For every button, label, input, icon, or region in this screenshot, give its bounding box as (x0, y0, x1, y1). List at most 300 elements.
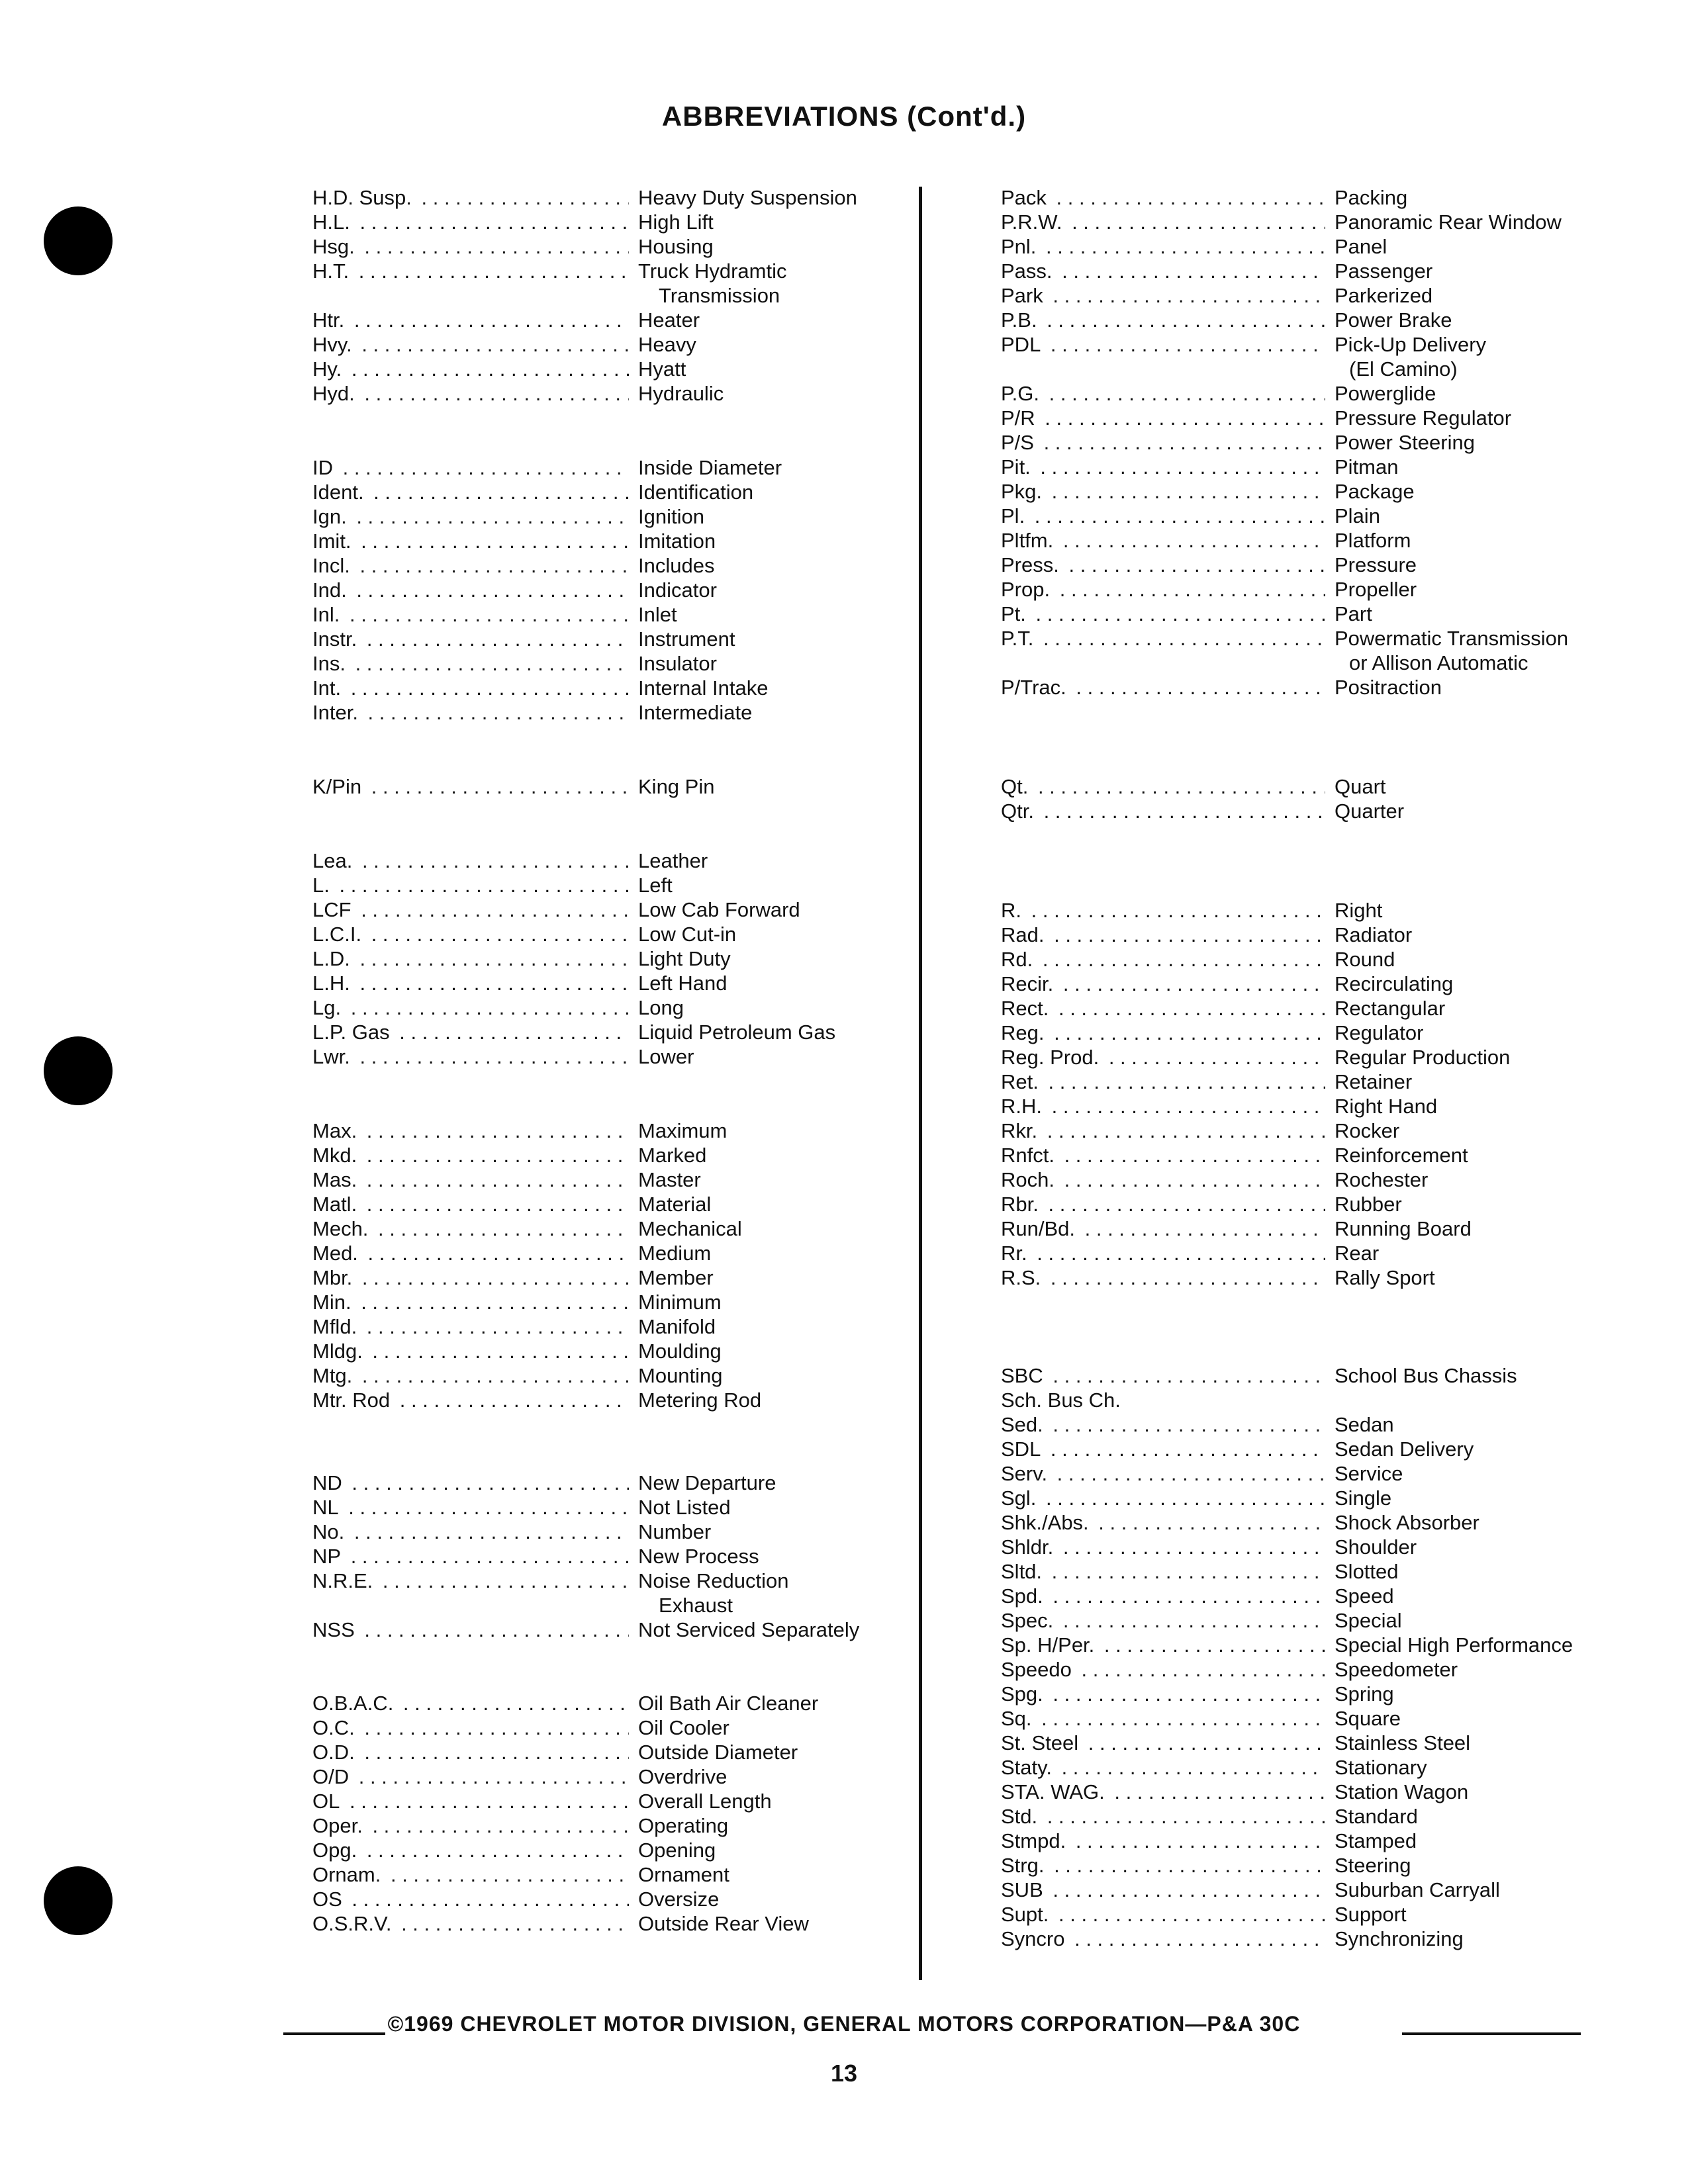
abbreviation (312, 1544, 629, 1569)
abbreviation-meaning: Rally Sport (1335, 1266, 1435, 1289)
abbreviation-entry (312, 897, 800, 922)
abbreviation (1001, 1902, 1325, 1927)
abbreviation (312, 1862, 629, 1887)
abbreviation-entry (312, 1789, 772, 1813)
abbreviation (1001, 259, 1325, 283)
abbreviation-meaning: Heavy (638, 333, 696, 356)
abbreviation-meaning: Square (1335, 1707, 1401, 1730)
abbreviation-entry (1001, 602, 1372, 626)
abbreviation (1001, 1584, 1325, 1608)
abbreviation (312, 234, 629, 259)
abbreviation-meaning-continued: (El Camino) (1349, 357, 1458, 381)
abbreviation-text: Rkr. (1001, 1119, 1041, 1142)
abbreviation-meaning: Heater (638, 308, 700, 332)
abbreviation-meaning: Medium (638, 1242, 712, 1265)
abbreviation-text: Pass. (1001, 259, 1056, 283)
abbreviation-text: OS (312, 1888, 346, 1911)
abbreviation-text: Pkg. (1001, 480, 1046, 503)
abbreviation (312, 1314, 629, 1339)
abbreviation-text: Shldr. (1001, 1535, 1057, 1559)
abbreviation-entry (1001, 210, 1562, 234)
abbreviation-meaning: Parkerized (1335, 284, 1433, 307)
abbreviation-entry (1001, 1829, 1417, 1853)
abbreviation-entry (1001, 1559, 1399, 1584)
abbreviation-text: Imit. (312, 529, 355, 553)
abbreviation-meaning: Standard (1335, 1805, 1418, 1828)
abbreviation (312, 1290, 629, 1314)
abbreviation-text: Pack (1001, 186, 1051, 209)
abbreviation-text: Min. (312, 1291, 355, 1314)
abbreviation-meaning: Mechanical (638, 1217, 742, 1240)
abbreviation-meaning: Pressure (1335, 553, 1417, 576)
abbreviation-entry (312, 1569, 788, 1593)
abbreviation-entry (1001, 1192, 1402, 1216)
abbreviation-meaning: Indicator (638, 578, 717, 602)
abbreviation-entry (1001, 1363, 1517, 1388)
abbreviation (312, 1617, 629, 1642)
abbreviation-meaning: Stamped (1335, 1829, 1417, 1852)
abbreviation-meaning: Left Hand (638, 972, 727, 995)
abbreviation (1001, 1608, 1325, 1633)
abbreviation (1001, 1927, 1325, 1951)
abbreviation-entry (312, 210, 714, 234)
abbreviation (312, 1118, 629, 1143)
abbreviation-text: Ident. (312, 480, 368, 504)
abbreviation (1001, 1437, 1325, 1461)
abbreviation-entry (1001, 308, 1452, 332)
abbreviation-text: NSS (312, 1618, 359, 1641)
abbreviation-meaning: Speedometer (1335, 1658, 1458, 1681)
abbreviation-entry (312, 700, 752, 725)
abbreviation-text: Supt. (1001, 1903, 1053, 1926)
abbreviation-meaning: Spring (1335, 1682, 1394, 1706)
footer-copyright-text: ©1969 CHEVROLET MOTOR DIVISION, GENERAL MOTORS CORPORATION—P&A 30C (385, 2012, 1303, 2036)
abbreviation-text: Ins. (312, 652, 350, 675)
abbreviation (312, 259, 629, 283)
abbreviation (312, 651, 629, 676)
abbreviation-text: P/Trac. (1001, 676, 1070, 699)
abbreviation-text: Matl. (312, 1193, 361, 1216)
abbreviation (312, 774, 629, 799)
abbreviation-entry (312, 995, 684, 1020)
abbreviation (312, 1838, 629, 1862)
abbreviation-entry (1001, 898, 1382, 923)
abbreviation-text: O.D. (312, 1741, 359, 1764)
abbreviation-meaning: Part (1335, 602, 1372, 625)
abbreviation-entry (312, 1020, 835, 1044)
abbreviation-entry (1001, 1927, 1464, 1951)
abbreviation (1001, 185, 1325, 210)
abbreviation-text: ID (312, 456, 337, 479)
abbreviation-meaning: Platform (1335, 529, 1411, 552)
abbreviation-entry (312, 1544, 759, 1569)
abbreviation (1001, 1559, 1325, 1584)
abbreviation (1001, 381, 1325, 406)
abbreviation-entry (312, 848, 708, 873)
abbreviation-meaning: Powerglide (1335, 382, 1436, 405)
abbreviation (1001, 1118, 1325, 1143)
abbreviation-meaning: Hyatt (638, 357, 686, 381)
abbreviation-entry (312, 553, 714, 578)
abbreviation-text: Park (1001, 284, 1047, 307)
abbreviation-text: H.T. (312, 259, 353, 283)
abbreviation (1001, 799, 1325, 823)
abbreviation (312, 1887, 629, 1911)
abbreviation (1001, 1167, 1325, 1192)
abbreviation (312, 381, 629, 406)
abbreviation-text: Mtr. Rod (312, 1388, 394, 1412)
abbreviation-text: Serv. (1001, 1462, 1051, 1485)
abbreviation-entry (1001, 1804, 1418, 1829)
abbreviation-meaning: Insulator (638, 652, 717, 675)
abbreviation (1001, 430, 1325, 455)
abbreviation-meaning: Lower (638, 1045, 694, 1068)
abbreviation-text: P/S (1001, 431, 1038, 454)
abbreviation-meaning: Station Wagon (1335, 1780, 1469, 1803)
abbreviation-entry (1001, 1118, 1399, 1143)
abbreviation (1001, 1388, 1325, 1412)
abbreviation-text: Opg. (312, 1839, 361, 1862)
abbreviation-text: OL (312, 1790, 344, 1813)
abbreviation-entry (1001, 1584, 1394, 1608)
abbreviation (1001, 947, 1325, 972)
abbreviation-meaning: Opening (638, 1839, 716, 1862)
abbreviation-meaning: Mounting (638, 1364, 723, 1387)
abbreviation (1001, 898, 1325, 923)
abbreviation-meaning: Overall Length (638, 1790, 772, 1813)
abbreviation (312, 946, 629, 971)
abbreviation-entry (312, 1290, 722, 1314)
abbreviation (1001, 626, 1325, 651)
abbreviation-meaning: New Departure (638, 1471, 776, 1494)
abbreviation-meaning: School Bus Chassis (1335, 1364, 1517, 1387)
abbreviation-meaning: Power Steering (1335, 431, 1475, 454)
abbreviation-meaning: Intermediate (638, 701, 753, 724)
abbreviation (1001, 1682, 1325, 1706)
abbreviation (312, 357, 629, 381)
abbreviation-meaning: Not Serviced Separately (638, 1618, 860, 1641)
abbreviation-entry (1001, 1045, 1510, 1069)
abbreviation (312, 553, 629, 578)
abbreviation (312, 1265, 629, 1290)
abbreviation (1001, 1633, 1325, 1657)
abbreviation-meaning: Housing (638, 235, 714, 258)
abbreviation-meaning: Suburban Carryall (1335, 1878, 1500, 1901)
abbreviation-entry (312, 602, 677, 627)
abbreviation-text: L.H. (312, 972, 354, 995)
abbreviation (1001, 1804, 1325, 1829)
abbreviation-entry (1001, 381, 1436, 406)
abbreviation (1001, 1241, 1325, 1265)
abbreviation-entry (312, 627, 735, 651)
abbreviation-meaning: New Process (638, 1545, 759, 1568)
abbreviation-entry (1001, 1265, 1435, 1290)
abbreviation (312, 1740, 629, 1764)
abbreviation-meaning: Noise Reduction (638, 1569, 789, 1592)
abbreviation (312, 1044, 629, 1069)
abbreviation-text: Reg. (1001, 1021, 1048, 1044)
abbreviation-text: Spec. (1001, 1609, 1057, 1632)
abbreviation-text: Pit. (1001, 455, 1035, 478)
abbreviation-text: Qt. (1001, 775, 1032, 798)
abbreviation (312, 1192, 629, 1216)
abbreviation (1001, 996, 1325, 1021)
abbreviation-text: R. (1001, 899, 1025, 922)
abbreviation-entry (1001, 1657, 1458, 1682)
abbreviation-text: Int. (312, 676, 345, 700)
abbreviation (1001, 602, 1325, 626)
abbreviation-entry (1001, 1437, 1474, 1461)
abbreviation-meaning: Long (638, 996, 684, 1019)
abbreviation-entry (312, 1495, 731, 1520)
abbreviation-entry (312, 1241, 711, 1265)
abbreviation-meaning: Inside Diameter (638, 456, 782, 479)
abbreviation (312, 308, 629, 332)
abbreviation (1001, 577, 1325, 602)
abbreviation-text: Ornam. (312, 1863, 385, 1886)
abbreviation-meaning: Oversize (638, 1888, 720, 1911)
abbreviation (1001, 283, 1325, 308)
abbreviation-text: Lwr. (312, 1045, 354, 1068)
abbreviation-meaning: Sedan Delivery (1335, 1437, 1474, 1461)
abbreviation-meaning: Inlet (638, 603, 677, 626)
abbreviation-entry (312, 1339, 722, 1363)
abbreviation-entry (1001, 185, 1407, 210)
abbreviation-entry (312, 234, 714, 259)
abbreviation-text: L.P. Gas (312, 1021, 394, 1044)
abbreviation-meaning: Shock Absorber (1335, 1511, 1479, 1534)
abbreviation (1001, 1706, 1325, 1731)
abbreviation-meaning-continued: Exhaust (659, 1594, 733, 1617)
abbreviation (1001, 1878, 1325, 1902)
abbreviation-text: Syncro (1001, 1927, 1068, 1950)
abbreviation-entry (312, 259, 786, 283)
abbreviation (312, 922, 629, 946)
abbreviation-text: Mech. (312, 1217, 372, 1240)
abbreviation-meaning: Service (1335, 1462, 1403, 1485)
abbreviation (1001, 234, 1325, 259)
abbreviation-entry (312, 922, 736, 946)
abbreviation (312, 1813, 629, 1838)
abbreviation-text: Speedo (1001, 1658, 1076, 1681)
abbreviation-text: K/Pin (312, 775, 365, 798)
abbreviation (1001, 1265, 1325, 1290)
abbreviation-meaning-continued: Transmission (659, 284, 780, 307)
abbreviation-text: Prop. (1001, 578, 1054, 601)
abbreviation-meaning: Oil Bath Air Cleaner (638, 1692, 819, 1715)
abbreviation-meaning: Sedan (1335, 1413, 1394, 1436)
abbreviation-meaning: Running Board (1335, 1217, 1472, 1240)
abbreviation-text: Sch. Bus Ch. (1001, 1388, 1125, 1412)
abbreviation-entry (312, 357, 686, 381)
abbreviation (312, 1471, 629, 1495)
abbreviation-text: Reg. Prod. (1001, 1046, 1103, 1069)
abbreviation-text: Mas. (312, 1168, 361, 1191)
abbreviation-text: P.T. (1001, 627, 1037, 650)
abbreviation (1001, 1094, 1325, 1118)
abbreviation-text: Rad. (1001, 923, 1048, 946)
abbreviation-entry (312, 1143, 706, 1167)
abbreviation-meaning: Right (1335, 899, 1383, 922)
abbreviation-text: Mfld. (312, 1315, 361, 1338)
abbreviation-entry (1001, 1878, 1500, 1902)
abbreviation-entry (1001, 553, 1417, 577)
abbreviation (1001, 1755, 1325, 1780)
abbreviation (1001, 1853, 1325, 1878)
abbreviation-text: Sp. H/Per. (1001, 1633, 1098, 1657)
abbreviation-text: St. Steel (1001, 1731, 1082, 1754)
abbreviation-meaning: Left (638, 874, 673, 897)
abbreviation-meaning: Ornament (638, 1863, 729, 1886)
abbreviation-entry (1001, 1143, 1468, 1167)
abbreviation (312, 676, 629, 700)
abbreviation-text: O.B.A.C. (312, 1692, 397, 1715)
abbreviation-text: Mbr. (312, 1266, 356, 1289)
abbreviation-text: O.C. (312, 1716, 359, 1739)
abbreviation-meaning: Master (638, 1168, 701, 1191)
abbreviation-text: Hsg. (312, 235, 359, 258)
abbreviation-meaning: Regular Production (1335, 1046, 1511, 1069)
abbreviation-text: Mldg. (312, 1340, 367, 1363)
abbreviation-entry (1001, 1021, 1423, 1045)
abbreviation-entry (1001, 996, 1445, 1021)
abbreviation-meaning: Metering Rod (638, 1388, 762, 1412)
abbreviation-entry (1001, 1461, 1403, 1486)
abbreviation-text: Strg. (1001, 1854, 1048, 1877)
abbreviation-meaning: Quarter (1335, 799, 1405, 823)
abbreviation-entry (312, 1911, 809, 1936)
abbreviation-meaning: High Lift (638, 210, 714, 234)
abbreviation-meaning: Leather (638, 849, 708, 872)
abbreviation-text: Pnl. (1001, 235, 1040, 258)
abbreviation (312, 848, 629, 873)
abbreviation-text: Ign. (312, 505, 351, 528)
abbreviation-meaning: Moulding (638, 1340, 722, 1363)
abbreviation-text: Hvy. (312, 333, 356, 356)
abbreviation (1001, 675, 1325, 700)
abbreviation (312, 1520, 629, 1544)
abbreviation (312, 1911, 629, 1936)
abbreviation-meaning: Outside Rear View (638, 1912, 809, 1935)
abbreviation (312, 1388, 629, 1412)
abbreviation-text: H.D. Susp. (312, 186, 416, 209)
abbreviation-text: Sed. (1001, 1413, 1047, 1436)
abbreviation-meaning: Speed (1335, 1584, 1394, 1608)
abbreviation-entry (1001, 1755, 1427, 1780)
abbreviation-entry (312, 1192, 711, 1216)
abbreviation-meaning: Low Cab Forward (638, 898, 800, 921)
abbreviation-text: Mtg. (312, 1364, 356, 1387)
abbreviation-text: O.S.R.V. (312, 1912, 395, 1935)
abbreviation-meaning: Packing (1335, 186, 1408, 209)
abbreviation-meaning: Panel (1335, 235, 1387, 258)
abbreviation-text: Pl. (1001, 504, 1029, 527)
abbreviation (1001, 406, 1325, 430)
abbreviation (312, 1143, 629, 1167)
abbreviation-text: Inl. (312, 603, 344, 626)
abbreviation-entry (312, 873, 673, 897)
abbreviation-text: LCF (312, 898, 355, 921)
abbreviation-meaning-continued: or Allison Automatic (1349, 651, 1528, 674)
abbreviation-entry (312, 1314, 716, 1339)
abbreviation-text: Stmpd. (1001, 1829, 1070, 1852)
abbreviation-meaning: Stationary (1335, 1756, 1427, 1779)
abbreviation-meaning: Imitation (638, 529, 716, 553)
abbreviation-entry (1001, 1608, 1402, 1633)
abbreviation-entry (1001, 1412, 1394, 1437)
abbreviation-entry (312, 651, 717, 676)
abbreviation-text: L. (312, 874, 334, 897)
abbreviation (1001, 1216, 1325, 1241)
abbreviation-entry (312, 1838, 716, 1862)
abbreviation-meaning: Includes (638, 554, 715, 577)
abbreviation (312, 1789, 629, 1813)
abbreviation-entry (1001, 1486, 1391, 1510)
abbreviation (1001, 1657, 1325, 1682)
abbreviation-entry (312, 1265, 714, 1290)
abbreviation-text: Hyd. (312, 382, 359, 405)
abbreviation-text: Ret. (1001, 1070, 1043, 1093)
abbreviation (1001, 972, 1325, 996)
abbreviation-meaning: Manifold (638, 1315, 716, 1338)
abbreviation-entry (312, 185, 857, 210)
abbreviation-text: No. (312, 1520, 348, 1543)
abbreviation (312, 1764, 629, 1789)
abbreviation-meaning: Low Cut-in (638, 923, 737, 946)
abbreviation-meaning: Slotted (1335, 1560, 1399, 1583)
binder-hole-bottom (44, 1866, 113, 1935)
abbreviation-entry (1001, 1510, 1479, 1535)
abbreviation-entry (1001, 332, 1486, 357)
abbreviation-text: Run/Bd. (1001, 1217, 1079, 1240)
abbreviation-entry (1001, 504, 1380, 528)
abbreviation-meaning: Liquid Petroleum Gas (638, 1021, 836, 1044)
abbreviation (312, 995, 629, 1020)
abbreviation-text: Shk./Abs. (1001, 1511, 1093, 1534)
abbreviation-meaning: King Pin (638, 775, 715, 798)
abbreviation (312, 1495, 629, 1520)
abbreviation-text: L.D. (312, 947, 354, 970)
abbreviation (1001, 308, 1325, 332)
abbreviation-meaning: Radiator (1335, 923, 1413, 946)
abbreviation-meaning: Hydraulic (638, 382, 724, 405)
abbreviation-entry (1001, 528, 1411, 553)
abbreviation-meaning: Minimum (638, 1291, 722, 1314)
abbreviation-meaning: Overdrive (638, 1765, 727, 1788)
abbreviation (1001, 1143, 1325, 1167)
abbreviation-text: Lg. (312, 996, 345, 1019)
abbreviation-entry (312, 529, 716, 553)
abbreviation-text: Sltd. (1001, 1560, 1046, 1583)
abbreviation-entry (1001, 1241, 1379, 1265)
abbreviation-meaning: Steering (1335, 1854, 1411, 1877)
abbreviation-text: SBC (1001, 1364, 1047, 1387)
column-divider (919, 187, 922, 1980)
abbreviation-entry (312, 1044, 694, 1069)
abbreviation-entry (312, 1715, 729, 1740)
abbreviation-meaning: Identification (638, 480, 754, 504)
abbreviation-meaning: Plain (1335, 504, 1380, 527)
abbreviation-text: R.S. (1001, 1266, 1045, 1289)
abbreviation (1001, 1192, 1325, 1216)
abbreviation-entry (312, 1167, 701, 1192)
abbreviation-text: PDL (1001, 333, 1045, 356)
abbreviation-text: Rbr. (1001, 1193, 1043, 1216)
abbreviation-entry (312, 1862, 729, 1887)
abbreviation (1001, 553, 1325, 577)
abbreviation-meaning: Pick-Up Delivery (1335, 333, 1487, 356)
abbreviation-text: Med. (312, 1242, 362, 1265)
